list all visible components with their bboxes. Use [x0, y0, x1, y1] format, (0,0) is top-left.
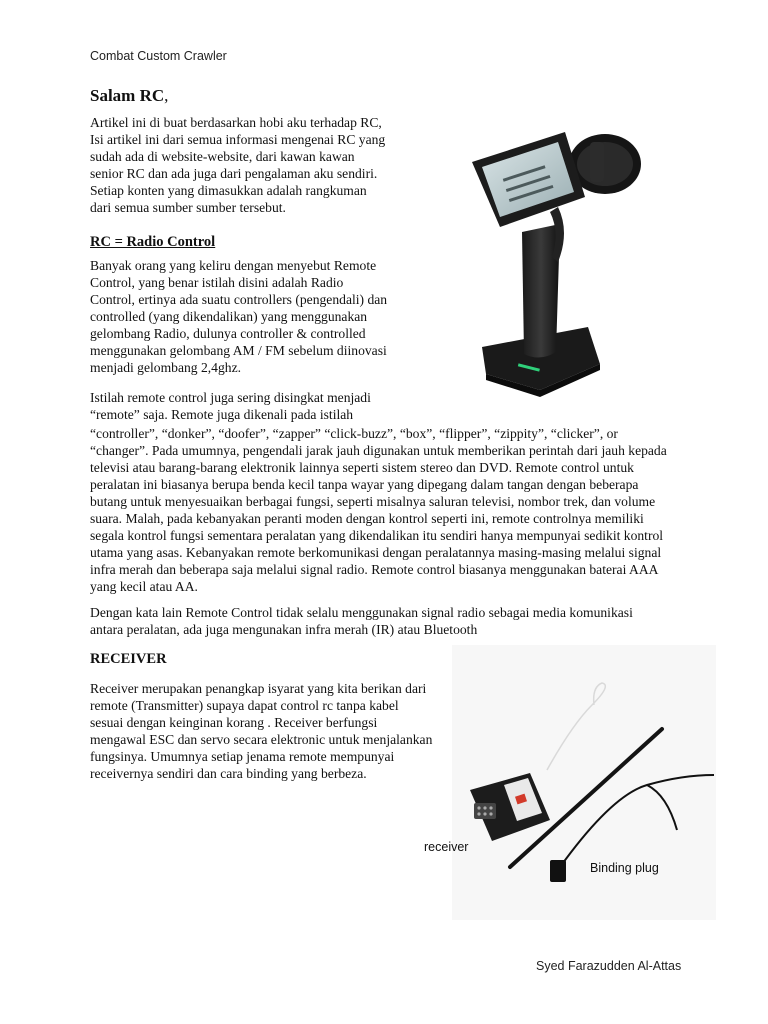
text-line: Banyak orang yang keliru dengan menyebut Remote	[90, 258, 377, 273]
author-footer: Syed Farazudden Al-Attas	[536, 959, 682, 973]
text-line: Isi artikel ini dari semua informasi mengenai RC yang	[90, 132, 386, 147]
binding-plug-caption: Binding plug	[590, 861, 659, 875]
text-line: Dengan kata lain Remote Control tidak selalu menggunakan signal radio sebagai media komunikasi	[90, 605, 633, 620]
remote-terms-paragraph	[90, 425, 684, 595]
text-line: sesuai dengan keinginan korang . Receiver berfungsi	[90, 715, 378, 730]
text-line: gelombang Radio, dulunya controller & controlled	[90, 326, 366, 341]
text-line: “changer”. Pada umumnya, pengendali jarak jauh digunakan untuk memberikan perintah dari jauh kepada	[90, 443, 667, 458]
dengan-paragraph	[90, 604, 684, 638]
text-line: yang kecil atau AA.	[90, 579, 198, 594]
page-title	[90, 86, 168, 106]
text-line: dari semua sumber sumber tersebut.	[90, 200, 286, 215]
text-line: utama yang asas. Kebanyakan remote berkomunikasi dengan peralatannya masing-masing melalui signal	[90, 545, 662, 560]
text-line: menggunakan gelombang AM / FM sebelum diinovasi	[90, 343, 387, 358]
intro-paragraph	[90, 114, 410, 216]
text-line: “remote” saja. Remote juga dikenali pada istilah	[90, 407, 354, 422]
receiver-caption: receiver	[424, 840, 469, 854]
text-line: sudah ada di website-website, dari kawan kawan	[90, 149, 355, 164]
istilah-paragraph	[90, 389, 410, 423]
text-line: receivernya sendiri dan cara binding yang berbeza.	[90, 766, 367, 781]
text-line: antara peralatan, ada juga mengunakan infra merah (IR) atau Bluetooth	[90, 622, 478, 637]
text-line: Artikel ini di buat berdasarkan hobi aku terhadap RC,	[90, 115, 382, 130]
document-header: Combat Custom Crawler	[90, 49, 227, 63]
text-line: Control, yang benar istilah disini adalah Radio	[90, 275, 344, 290]
rc-paragraph	[90, 257, 400, 376]
text-line: televisi atau barang-barang elektronik lainnya seperti sistem stereo dan DVD. Remote control untuk	[90, 460, 634, 475]
text-line: fungsinya. Umumnya setiap jenama remote mempunyai	[90, 749, 395, 764]
rc-heading: RC = Radio Control	[90, 234, 216, 250]
text-line: controlled (yang dikendalikan) yang menggunakan	[90, 309, 368, 324]
text-line: “controller”, “donker”, “doofer”, “zapper” “click-buzz”, “box”, “flipper”, “zippity”, “clicker”, or	[90, 426, 618, 441]
receiver-paragraph	[90, 680, 440, 782]
transmitter-image	[440, 112, 680, 402]
text-line: suara. Malah, pada kebanyakan peranti moden dengan kontrol seperti ini, remote controlnya memiliki	[90, 511, 644, 526]
text-line: Istilah remote control juga sering disingkat menjadi	[90, 390, 371, 405]
text-line: segala kontrol fungsi sementara peralatan yang dikendalikan itu sendiri hanya mempunyai sedikit kontrol	[90, 528, 664, 543]
text-line: peralatan ini biasanya berupa benda kecil tanpa wayar yang dipegang dalam tangan dengan beberapa	[90, 477, 639, 492]
text-line: Receiver merupakan penangkap isyarat yang kita berikan dari	[90, 681, 427, 696]
text-line: Control, ertinya ada suatu controllers (pengendali) dan	[90, 292, 388, 307]
receiver-image	[452, 645, 716, 920]
text-line: Setiap konten yang dimasukkan adalah rangkuman	[90, 183, 367, 198]
text-line: mengawal ESC dan servo secara elektronic untuk menjalankan	[90, 732, 433, 747]
receiver-heading: RECEIVER	[90, 651, 167, 667]
text-line: senior RC dan ada juga dari pengalaman aku sendiri.	[90, 166, 378, 181]
title-text: Salam RC	[90, 86, 165, 105]
text-line: menjadi gelombang 2,4ghz.	[90, 360, 242, 375]
text-line: infra merah dan beberapa saja melalui signal radio. Remote control biasanya menggunakan baterai AAA	[90, 562, 659, 577]
text-line: butang untuk menyesuaikan berbagai fungsi, seperti misalnya saluran televisi, nombor trek, dan volume	[90, 494, 656, 509]
title-comma: ,	[164, 86, 169, 105]
text-line: remote (Transmitter) supaya dapat control rc tanpa kabel	[90, 698, 399, 713]
